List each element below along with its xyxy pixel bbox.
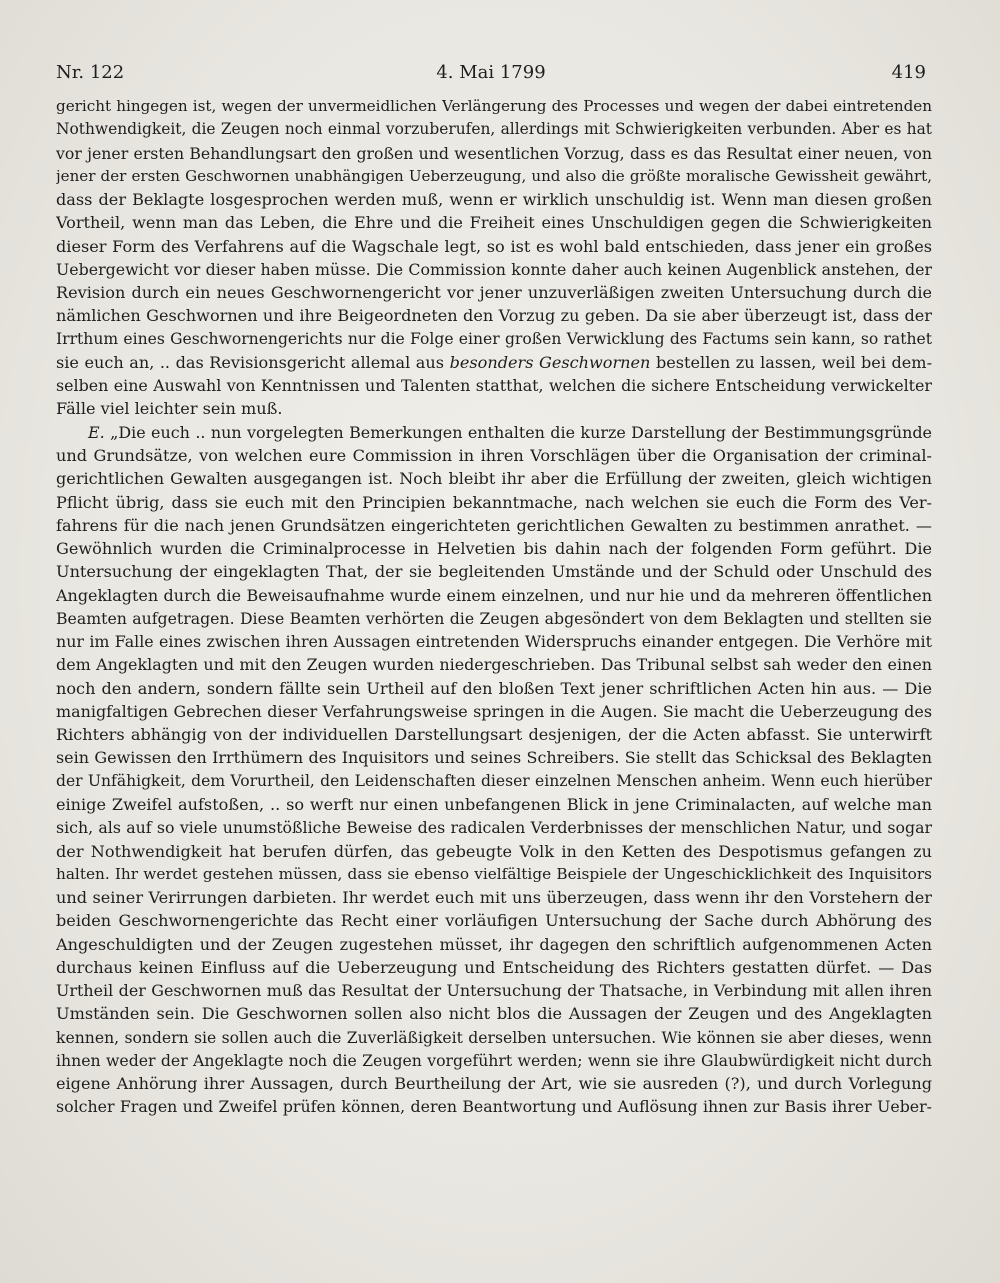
- text-line: dem Angeklagten und mit den Zeugen wurden niedergeschrieben. Das Tribunal selbst sah weder den einen: [56, 655, 932, 675]
- text-line: Beamten aufgetragen. Diese Beamten verhörten die Zeugen abgesöndert von dem Beklagten und stellten sie: [56, 608, 932, 628]
- document-number: Nr. 122: [56, 62, 125, 83]
- text-line: vor jener ersten Behandlungsart den großen und wesentlichen Vorzug, dass es das Resultat einer neuen, von: [56, 143, 932, 163]
- line-segment: bestellen zu lassen, weil bei dem-: [655, 352, 932, 372]
- text-line: Umständen sein. Die Geschwornen sollen also nicht blos die Aussagen der Zeugen und des Angeklagten: [56, 1004, 932, 1024]
- text-line: Richters abhängig von der individuellen Darstellungsart desjenigen, der die Acten abfasst. Sie unterwirft: [56, 725, 932, 745]
- text-line: Untersuchung der eingeklagten That, der sie begleitenden Umstände und der Schuld oder Unschuld des: [56, 562, 932, 582]
- page-header: [56, 62, 926, 86]
- text-line: halten. Ihr werdet gestehen müssen, dass sie ebenso vielfältige Beispiele der Ungeschicklichkeit des Inquisitors: [56, 864, 932, 883]
- text-line: manigfaltigen Gebrechen dieser Verfahrungsweise springen in die Augen. Sie macht die Ueberzeugung des: [56, 701, 932, 721]
- section-marker: E.: [88, 422, 105, 442]
- text-line: dieser Form des Verfahrens auf die Wagschale legt, so ist es wohl bald entschieden, dass jener ein großes: [56, 236, 932, 256]
- text-line: durchaus keinen Einfluss auf die Ueberzeugung und Entscheidung des Richters gestatten dürfet. — Das: [56, 957, 932, 977]
- text-line: Uebergewicht vor dieser haben müsse. Die Commission konnte daher auch keinen Augenblick anstehen, der: [56, 259, 932, 279]
- text-line: Angeklagten durch die Beweisaufnahme wurde einem einzelnen, und nur hie und da mehreren öffentlichen: [56, 585, 932, 605]
- text-line: Fälle viel leichter sein muß.: [56, 399, 283, 419]
- text-line: eigene Anhörung ihrer Aussagen, durch Beurtheilung der Art, wie sie ausreden (?), und durch Vorlegung: [56, 1074, 932, 1094]
- text-line: der Unfähigkeit, dem Vorurtheil, den Leidenschaften dieser einzelnen Menschen anheim. Wenn euch hierüber: [56, 771, 932, 790]
- text-line: Angeschuldigten und der Zeugen zugestehen müsset, ihr dagegen den schriftlich aufgenommenen Acten: [56, 934, 932, 954]
- page-number: 419: [891, 62, 926, 83]
- text-line: gerichtlichen Gewalten ausgegangen ist. Noch bleibt ihr aber die Erfüllung der zweiten, gleich wichtigen: [56, 469, 932, 489]
- text-line: Urtheil der Geschwornen muß das Resultat der Untersuchung der Thatsache, in Verbindung mit allen ihren: [56, 981, 932, 1001]
- text-line-with-emphasis: [56, 351, 932, 374]
- text-line: gericht hingegen ist, wegen der unvermeidlichen Verlängerung des Processes und wegen der dabei eintretenden: [56, 97, 932, 115]
- text-line: Nothwendigkeit, die Zeugen noch einmal vorzuberufen, allerdings mit Schwierigkeiten verbunden. Aber es hat: [56, 120, 932, 139]
- emphasis-text: besonders Geschwornen: [449, 352, 651, 372]
- text-line: fahrens für die nach jenen Grundsätzen eingerichteten gerichtlichen Gewalten zu bestimmen anrathet. —: [56, 515, 932, 535]
- text-line: jener der ersten Geschwornen unabhängigen Ueberzeugung, und also die größte moralische Gewissheit gewährt,: [56, 166, 932, 185]
- text-line: der Nothwendigkeit hat berufen dürfen, das gebeugte Volk in den Ketten des Despotismus gefangen zu: [56, 841, 932, 861]
- text-line: und Grundsätze, von welchen eure Commission in ihren Vorschlägen über die Organisation der criminal-: [56, 445, 932, 465]
- text-line: Gewöhnlich wurden die Criminalprocesse in Helvetien bis dahin nach der folgenden Form geführt. Die: [56, 539, 932, 559]
- text-line: ihnen weder der Angeklagte noch die Zeugen vorgeführt werden; wenn sie ihre Glaubwürdigkeit nicht durch: [56, 1050, 932, 1070]
- text-line: sein Gewissen den Irrthümern des Inquisitors und seines Schreibers. Sie stellt das Schicksal des Beklagten: [56, 748, 932, 768]
- text-line: nämlichen Geschwornen und ihre Beigeordneten den Vorzug zu geben. Da sie aber überzeugt ist, dass der: [56, 306, 932, 326]
- line-segment: sie euch an, .. das Revisionsgericht allemal aus: [56, 352, 445, 372]
- text-line: Vortheil, wenn man das Leben, die Ehre und die Freiheit eines Unschuldigen gegen die Schwierigkeiten: [56, 213, 932, 233]
- text-line: Revision durch ein neues Geschwornengericht vor jener unzuverläßigen zweiten Untersuchung durch die: [56, 283, 932, 303]
- text-line: Pflicht übrig, dass sie euch mit den Principien bekanntmache, nach welchen sie euch die Form des Ver-: [56, 492, 932, 512]
- text-line: dass der Beklagte losgesprochen werden muß, wenn er wirklich unschuldig ist. Wenn man diesen großen: [56, 190, 932, 210]
- text-line: einige Zweifel aufstoßen, .. so werft nur einen unbefangenen Blick in jene Criminalacten, auf welche man: [56, 794, 932, 814]
- text-line: [56, 1119, 932, 1142]
- text-line: Irrthum eines Geschwornengerichts nur die Folge einer großen Verwicklung des Factums sein kann, so rathet: [56, 329, 932, 348]
- text-line: noch den andern, sondern fällte sein Urtheil auf den bloßen Text jener schriftlichen Acten hin aus. — Die: [56, 678, 932, 698]
- text-line: sich, als auf so viele unumstößliche Beweise des radicalen Verderbnisses der menschlichen Natur, und sogar: [56, 818, 932, 838]
- text-line: beiden Geschwornengerichte das Recht einer vorläufigen Untersuchung der Sache durch Abhörung des: [56, 911, 932, 931]
- document-date: 4. Mai 1799: [436, 62, 546, 83]
- text-line: kennen, sondern sie sollen auch die Zuverläßigkeit derselben untersuchen. Wie können sie aber dieses, wenn: [56, 1027, 932, 1047]
- section-start-line: [56, 421, 932, 444]
- text-line: nur im Falle eines zwischen ihren Aussagen eintretenden Widerspruchs einander entgegen. Die Verhöre mit: [56, 632, 932, 652]
- text-line: solcher Fragen und Zweifel prüfen können, deren Beantwortung und Auflösung ihnen zur Basis ihrer Ueber-: [56, 1097, 932, 1117]
- text-line: selben eine Auswahl von Kenntnissen und Talenten statthat, welchen die sichere Entscheidung verwickelter: [56, 376, 932, 396]
- body-text: [56, 95, 932, 1142]
- text-line: und seiner Verirrungen darbieten. Ihr werdet euch mit uns überzeugen, dass wenn ihr den Vorstehern der: [56, 888, 932, 908]
- line-segment: „Die euch .. nun vorgelegten Bemerkungen enthalten die kurze Darstellung der Bestimmungsgründe: [110, 422, 932, 442]
